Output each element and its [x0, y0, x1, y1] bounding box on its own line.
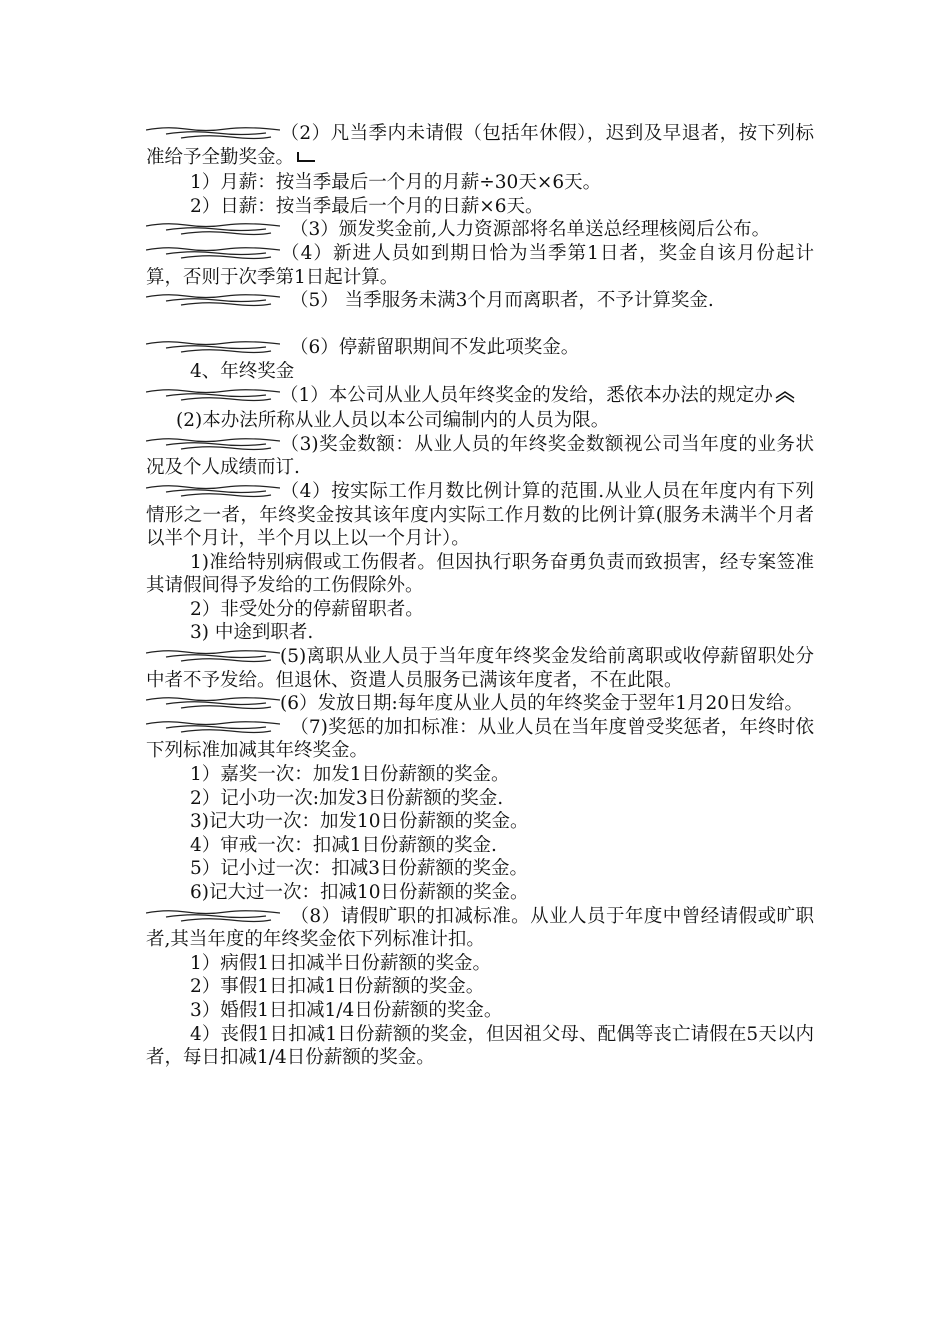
- caret-mark-icon: [775, 386, 795, 410]
- paragraph-3-announce-list: [146, 218, 814, 242]
- paragraph-text: 1）病假1日扣减半日份薪额的奖金。: [190, 952, 492, 974]
- document-body: [146, 122, 814, 1070]
- wavy-line-ornament-icon: [146, 647, 280, 665]
- paragraph-2-attendance-bonus: [146, 122, 814, 171]
- wavy-line-ornament-icon: [146, 482, 280, 500]
- paragraph-text: （8）请假旷职的扣减标准。从业人员于年度中曾经请假或旷职者,其当年度的年终奖金依下列标准计扣。: [146, 905, 814, 951]
- paragraph-text: 6)记大过一次：扣减10日份薪额的奖金。: [190, 882, 529, 903]
- paragraph-5-resignation: [146, 645, 814, 692]
- paragraph-6-pay-date: [146, 692, 814, 716]
- paragraph-text: （3）颁发奖金前,人力资源部将名单送总经理核阅后公布。: [290, 219, 771, 241]
- wavy-line-ornament-icon: [146, 694, 280, 712]
- paragraph-text: 1)准给特别病假或工伤假者。但因执行职务奋勇负责而致损害，经专案签准其请假间得予发给的工伤假除外。: [146, 551, 814, 597]
- paragraph-text: 3）婚假1日扣减1/4日份薪额的奖金。: [190, 999, 503, 1021]
- wavy-line-ornament-icon: [146, 907, 280, 925]
- paragraph-text: （5） 当季服务未满3个月而离职者，不予计算奖金.: [290, 290, 714, 312]
- list-item-bereavement-leave: [146, 1023, 814, 1070]
- list-item-personal-leave: [146, 975, 814, 999]
- paragraph-unpaid-leave: [146, 598, 814, 622]
- paragraph-3-bonus-amount: [146, 433, 814, 480]
- paragraph-text: 2）记小功一次:加发3日份薪额的奖金.: [190, 787, 504, 809]
- wavy-line-ornament-icon: [146, 124, 280, 142]
- list-item-sick-leave: [146, 952, 814, 976]
- wavy-line-ornament-icon: [146, 386, 280, 404]
- list-item-major-demerit: [146, 881, 814, 905]
- wavy-line-ornament-icon: [146, 244, 280, 262]
- paragraph-text: 2）日薪：按当季最后一个月的日薪×6天。: [190, 195, 544, 217]
- wavy-line-ornament-icon: [146, 718, 280, 736]
- paragraph-monthly-salary: [146, 171, 814, 195]
- list-item-warning: [146, 834, 814, 858]
- paragraph-text: (5)离职从业人员于当年度年终奖金发给前离职或收停薪留职处分中者不予发给。但退休、资遣人员服务已满该年度者，不在此限。: [146, 646, 814, 691]
- paragraph-text: 1）月薪：按当季最后一个月的月薪÷30天×6天。: [190, 172, 602, 194]
- paragraph-4-proportional: [146, 480, 814, 551]
- list-item-minor-demerit: [146, 857, 814, 881]
- paragraph-text: 1）嘉奖一次：加发1日份薪额的奖金。: [190, 764, 510, 786]
- paragraph-text: 3) 中途到职者.: [190, 622, 314, 644]
- paragraph-4-new-staff: [146, 242, 814, 289]
- paragraph-text: (6）发放日期:每年度从业人员的年终奖金于翌年1月20日发给。: [280, 693, 804, 715]
- paragraph-text: 2）事假1日扣减1日份薪额的奖金。: [190, 976, 485, 998]
- list-item-commendation: [146, 763, 814, 787]
- paragraph-mid-year-join: [146, 621, 814, 645]
- paragraph-text: （4）按实际工作月数比例计算的范围.从业人员在年度内有下列情形之一者，年终奖金按其该年度内实际工作月数的比例计算(服务未满半个月者以半个月计，半个月以上以一个月计）。: [146, 480, 814, 550]
- wavy-line-ornament-icon: [146, 291, 280, 309]
- list-item-major-merit: [146, 810, 814, 834]
- paragraph-text: 5）记小过一次：扣减3日份薪额的奖金。: [190, 858, 529, 880]
- paragraph-text: 4）审戒一次：扣减1日份薪额的奖金.: [190, 834, 497, 856]
- paragraph-text: （1）本公司从业人员年终奖金的发给，悉依本办法的规定办: [280, 384, 773, 406]
- paragraph-6-unpaid-leave: [146, 336, 814, 360]
- blank-line: [146, 313, 814, 337]
- paragraph-text: (2)本办法所称从业人员以本公司编制内的人员为限。: [176, 410, 610, 432]
- paragraph-text: 4、年终奖金: [190, 360, 295, 382]
- list-item-marriage-leave: [146, 999, 814, 1023]
- paragraph-5-less-than-3-months: [146, 289, 814, 313]
- paragraph-text: 2）非受处分的停薪留职者。: [190, 598, 424, 620]
- paragraph-text: 3)记大功一次：加发10日份薪额的奖金。: [190, 811, 529, 833]
- paragraph-text: （7)奖惩的加扣标准：从业人员在当年度曾受奖惩者，年终时依下列标准加减其年终奖金。: [146, 716, 814, 762]
- corner-mark-icon: [296, 148, 316, 172]
- wavy-line-ornament-icon: [146, 435, 280, 453]
- paragraph-sick-injury-leave: [146, 551, 814, 598]
- paragraph-7-rewards-penalties: [146, 716, 814, 763]
- paragraph-text: （3)奖金数额：从业人员的年终奖金数额视公司当年度的业务状况及个人成绩而订.: [146, 433, 814, 479]
- paragraph-2-scope: [146, 409, 814, 433]
- wavy-line-ornament-icon: [146, 338, 280, 356]
- paragraph-1-year-end-rules: [146, 384, 814, 410]
- paragraph-8-leave-deductions: [146, 905, 814, 952]
- paragraph-text: （6）停薪留职期间不发此项奖金。: [290, 337, 580, 359]
- section-heading-year-end-bonus: [146, 360, 814, 384]
- list-item-minor-merit: [146, 787, 814, 811]
- paragraph-daily-salary: [146, 195, 814, 219]
- paragraph-text: （4）新进人员如到期日恰为当季第1日者，奖金自该月份起计算，否则于次季第1日起计算。: [146, 242, 814, 288]
- paragraph-text: 4）丧假1日扣减1日份薪额的奖金，但因祖父母、配偶等丧亡请假在5天以内者，每日扣减1/4日份薪额的奖金。: [146, 1023, 814, 1069]
- paragraph-text: （2）凡当季内未请假（包括年休假），迟到及早退者，按下列标准给予全勤奖金。: [146, 123, 814, 168]
- wavy-line-ornament-icon: [146, 220, 280, 238]
